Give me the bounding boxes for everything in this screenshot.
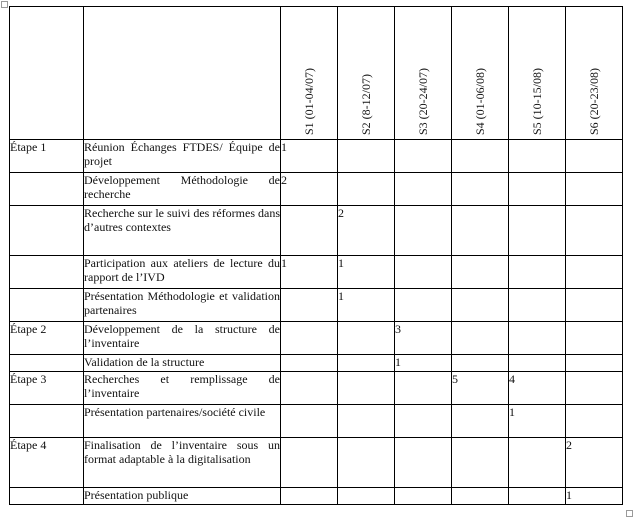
- stage-cell: [10, 173, 84, 206]
- week-value-cell: [281, 355, 338, 372]
- week-value-cell: [566, 355, 623, 372]
- week-value-cell: [452, 206, 509, 256]
- header-corner-task: [84, 7, 281, 140]
- week-value-cell: [281, 206, 338, 256]
- week-value-cell: [452, 140, 509, 173]
- stage-cell: Étape 1: [10, 140, 84, 173]
- week-value-cell: [566, 289, 623, 322]
- week-value-cell: [395, 206, 452, 256]
- week-value-cell: [509, 355, 566, 372]
- table-row: [10, 256, 623, 289]
- week-value-cell: [338, 173, 395, 206]
- week-value-cell: [395, 140, 452, 173]
- table-resize-handle[interactable]: [626, 510, 633, 517]
- week-value-cell: [509, 438, 566, 488]
- week-value-cell: 1: [395, 355, 452, 372]
- week-value-cell: [452, 488, 509, 505]
- stage-cell: [10, 355, 84, 372]
- week-value-cell: [395, 289, 452, 322]
- week-value-cell: 1: [566, 488, 623, 505]
- week-value-cell: [395, 488, 452, 505]
- week-value-cell: [566, 256, 623, 289]
- table-row: [10, 289, 623, 322]
- week-value-cell: [395, 173, 452, 206]
- table-row: [10, 405, 623, 438]
- column-header: [281, 7, 338, 140]
- column-header-label: S4 (01-06/08): [473, 68, 487, 135]
- week-value-cell: [281, 289, 338, 322]
- week-value-cell: 2: [566, 438, 623, 488]
- week-value-cell: [395, 405, 452, 438]
- stage-cell: Étape 3: [10, 372, 84, 405]
- task-cell: Finalisation de l’inventaire sous un format adaptable à la digitalisation: [84, 438, 281, 488]
- week-value-cell: [452, 256, 509, 289]
- week-value-cell: [566, 140, 623, 173]
- week-value-cell: [395, 256, 452, 289]
- week-value-cell: 2: [338, 206, 395, 256]
- week-value-cell: [509, 140, 566, 173]
- task-cell: Recherche sur le suivi des réformes dans d’autres contextes: [84, 206, 281, 256]
- column-header: [509, 7, 566, 140]
- week-value-cell: [395, 438, 452, 488]
- week-value-cell: [509, 206, 566, 256]
- table-row: [10, 438, 623, 488]
- week-value-cell: 1: [338, 289, 395, 322]
- column-header-label: S6 (20-23/08): [587, 68, 601, 135]
- stage-cell: Étape 2: [10, 322, 84, 355]
- week-value-cell: 1: [338, 256, 395, 289]
- schedule-table: [9, 6, 623, 505]
- column-header-label: S2 (8-12/07): [359, 74, 373, 135]
- table-row: [10, 488, 623, 505]
- week-value-cell: [281, 438, 338, 488]
- task-cell: Participation aux ateliers de lecture du rapport de l’IVD: [84, 256, 281, 289]
- week-value-cell: [452, 438, 509, 488]
- column-header: [452, 7, 509, 140]
- week-value-cell: [338, 322, 395, 355]
- week-value-cell: [509, 322, 566, 355]
- week-value-cell: [452, 289, 509, 322]
- week-value-cell: [338, 438, 395, 488]
- week-value-cell: [281, 372, 338, 405]
- week-value-cell: [395, 372, 452, 405]
- column-header: [338, 7, 395, 140]
- table-row: [10, 173, 623, 206]
- week-value-cell: [452, 405, 509, 438]
- task-cell: Présentation Méthodologie et validation partenaires: [84, 289, 281, 322]
- week-value-cell: [338, 488, 395, 505]
- week-value-cell: [338, 372, 395, 405]
- stage-cell: [10, 405, 84, 438]
- week-value-cell: [281, 405, 338, 438]
- column-header: [395, 7, 452, 140]
- week-value-cell: 1: [281, 256, 338, 289]
- week-value-cell: [566, 405, 623, 438]
- week-value-cell: [338, 140, 395, 173]
- week-value-cell: 1: [509, 405, 566, 438]
- column-header-label: S3 (20-24/07): [416, 68, 430, 135]
- week-value-cell: [509, 289, 566, 322]
- table-row: [10, 372, 623, 405]
- week-value-cell: [566, 173, 623, 206]
- week-value-cell: [338, 355, 395, 372]
- column-header: [566, 7, 623, 140]
- task-cell: Développement de la structure de l’inventaire: [84, 322, 281, 355]
- table-row: [10, 355, 623, 372]
- stage-cell: [10, 289, 84, 322]
- column-header-label: S1 (01-04/07): [302, 68, 316, 135]
- table-row: [10, 322, 623, 355]
- stage-cell: [10, 206, 84, 256]
- week-value-cell: 1: [281, 140, 338, 173]
- week-value-cell: [338, 405, 395, 438]
- week-value-cell: [509, 256, 566, 289]
- task-cell: Recherches et remplissage de l’inventaire: [84, 372, 281, 405]
- week-value-cell: [452, 173, 509, 206]
- week-value-cell: [452, 322, 509, 355]
- week-value-cell: 2: [281, 173, 338, 206]
- week-value-cell: [452, 355, 509, 372]
- table-row: [10, 206, 623, 256]
- week-value-cell: [566, 372, 623, 405]
- header-row: [10, 7, 623, 140]
- table-move-handle[interactable]: [1, 1, 8, 8]
- table-row: [10, 140, 623, 173]
- week-value-cell: [566, 206, 623, 256]
- week-value-cell: [281, 322, 338, 355]
- stage-cell: Étape 4: [10, 438, 84, 488]
- header-corner-stage: [10, 7, 84, 140]
- week-value-cell: 4: [509, 372, 566, 405]
- task-cell: Développement Méthodologie de recherche: [84, 173, 281, 206]
- week-value-cell: [509, 173, 566, 206]
- task-cell: Validation de la structure: [84, 355, 281, 372]
- task-cell: Présentation partenaires/société civile: [84, 405, 281, 438]
- stage-cell: [10, 256, 84, 289]
- column-header-label: S5 (10-15/08): [530, 68, 544, 135]
- stage-cell: [10, 488, 84, 505]
- week-value-cell: 5: [452, 372, 509, 405]
- week-value-cell: [509, 488, 566, 505]
- week-value-cell: [281, 488, 338, 505]
- task-cell: Réunion Échanges FTDES/ Équipe de projet: [84, 140, 281, 173]
- week-value-cell: [566, 322, 623, 355]
- week-value-cell: 3: [395, 322, 452, 355]
- task-cell: Présentation publique: [84, 488, 281, 505]
